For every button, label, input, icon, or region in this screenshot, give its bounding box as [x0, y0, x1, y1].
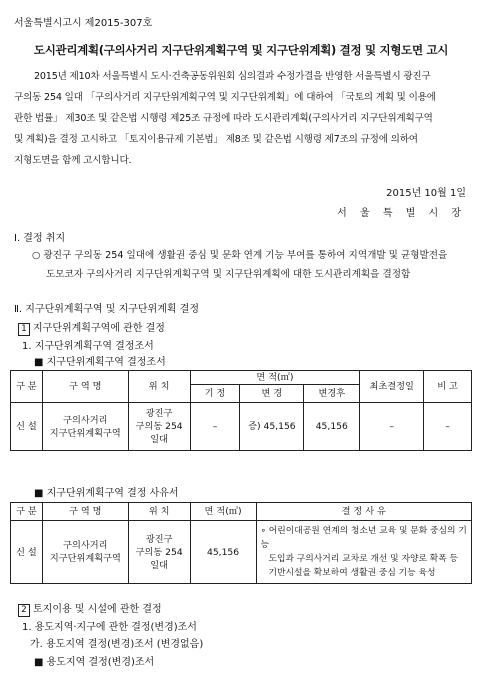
header-change: 변 경: [240, 385, 304, 403]
body-line: 2015년 제10차 서울특별시 도시·건축공동위원회 심의결과 수정가결을 반영한 서울특별시 광진구: [34, 71, 431, 82]
purpose-text: [32, 246, 472, 284]
subsection-1-heading: [18, 319, 165, 336]
cell-div: 신 설: [11, 521, 43, 584]
zoning-reason-table: [10, 502, 472, 584]
cell-after: 45,156: [304, 403, 360, 451]
header-note: 비 고: [424, 371, 472, 403]
body-line: 및 계획)을 결정 고시하고 「토지이용규제 기본법」 제8조 및 같은법 시행령 제7조의 규정에 의하여: [14, 134, 418, 145]
issuer: 서 울 특 별 시 장: [337, 208, 466, 219]
notice-body: [14, 66, 472, 171]
header-area: 면 적(㎡): [190, 371, 360, 385]
header-name: 구 역 명: [42, 371, 128, 403]
subsection-2-heading: [18, 600, 162, 617]
subsection-item: 1. 용도지역·지구에 관한 결정(변경)조서: [22, 622, 197, 633]
header-reason: 결 정 사 유: [256, 503, 472, 521]
subsection-label: 지구단위계획구역에 관한 결정: [33, 323, 165, 334]
zoning-decision-table: [10, 370, 472, 451]
body-line: 지형도면을 함께 고시합니다.: [14, 155, 132, 166]
purpose-line: 도모코자 구의사거리 지구단위계획구역 및 지구단위계획에 대한 도시관리계획을 결정함: [46, 269, 411, 280]
table3-caption: ■ 용도지역 결정(변경)조서: [34, 657, 155, 668]
cell-reason: ∘ 어린이대공원 연계의 청소년 교육 및 문화 중심의 기능 도입과 구의사거리 교차로 개선 및 자양로 확폭 등 기반시설을 확보하여 생활권 중심 기능 육성: [256, 521, 472, 584]
cell-note: –: [424, 403, 472, 451]
notice-number: 서울특별시고시 제2015-307호: [14, 18, 153, 29]
notice-date: 2015년 10월 1일: [386, 188, 466, 199]
header-first-decision: 최초결정일: [360, 371, 424, 403]
body-line: 관한 법률」 제30조 및 같은법 시행령 제25조 규정에 따라 도시관리계획(구의사거리 지구단위계획구역: [14, 113, 433, 124]
subsection-ga: 가. 용도지역 결정(변경)조서 (변경없음): [30, 639, 204, 650]
page-title: 도시관리계획(구의사거리 지구단위계획구역 및 지구단위계획) 결정 및 지형도면 고시: [33, 43, 449, 57]
table-row: [11, 403, 472, 451]
table1-caption: ■ 지구단위계획구역 결정조서: [34, 357, 166, 368]
header-location: 위 치: [128, 503, 190, 521]
table2-caption: ■ 지구단위계획구역 결정 사유서: [34, 488, 179, 499]
purpose-line: ○ 광진구 구의동 254 일대에 생활권 중심 및 문화 연계 기능 부여를 통하여 지역개발 및 균형발전을: [32, 250, 448, 261]
table-row: [11, 521, 472, 584]
cell-change: 증) 45,156: [240, 403, 304, 451]
cell-name: 구의사거리 지구단위계획구역: [42, 403, 128, 451]
header-div: 구 분: [11, 371, 43, 403]
header-location: 위 치: [128, 371, 190, 403]
cell-name: 구의사거리 지구단위계획구역: [42, 521, 128, 584]
cell-first-decision: –: [360, 403, 424, 451]
cell-div: 신 설: [11, 403, 43, 451]
header-area: 면 적(㎡): [190, 503, 256, 521]
number-box: 1: [18, 323, 30, 336]
header-div: 구 분: [11, 503, 43, 521]
cell-location: 광진구 구의동 254 일대: [128, 403, 190, 451]
header-after: 변경후: [304, 385, 360, 403]
subsection-label: 토지이용 및 시설에 관한 결정: [33, 604, 162, 615]
header-existing: 기 정: [190, 385, 240, 403]
cell-location: 광진구 구의동 254 일대: [128, 521, 190, 584]
section-1-heading: Ⅰ. 결정 취지: [14, 233, 66, 244]
section-2-heading: Ⅱ. 지구단위계획구역 및 지구단위계획 결정: [14, 304, 200, 315]
body-line: 구의동 254 일대 「구의사거리 지구단위계획구역 및 지구단위계획」에 대하여 「국토의 계획 및 이용에: [14, 92, 436, 103]
cell-area: 45,156: [190, 521, 256, 584]
number-box: 2: [18, 604, 30, 617]
header-name: 구 역 명: [42, 503, 128, 521]
cell-existing: –: [190, 403, 240, 451]
subsection-item: 1. 지구단위계획구역 결정조서: [22, 341, 154, 352]
